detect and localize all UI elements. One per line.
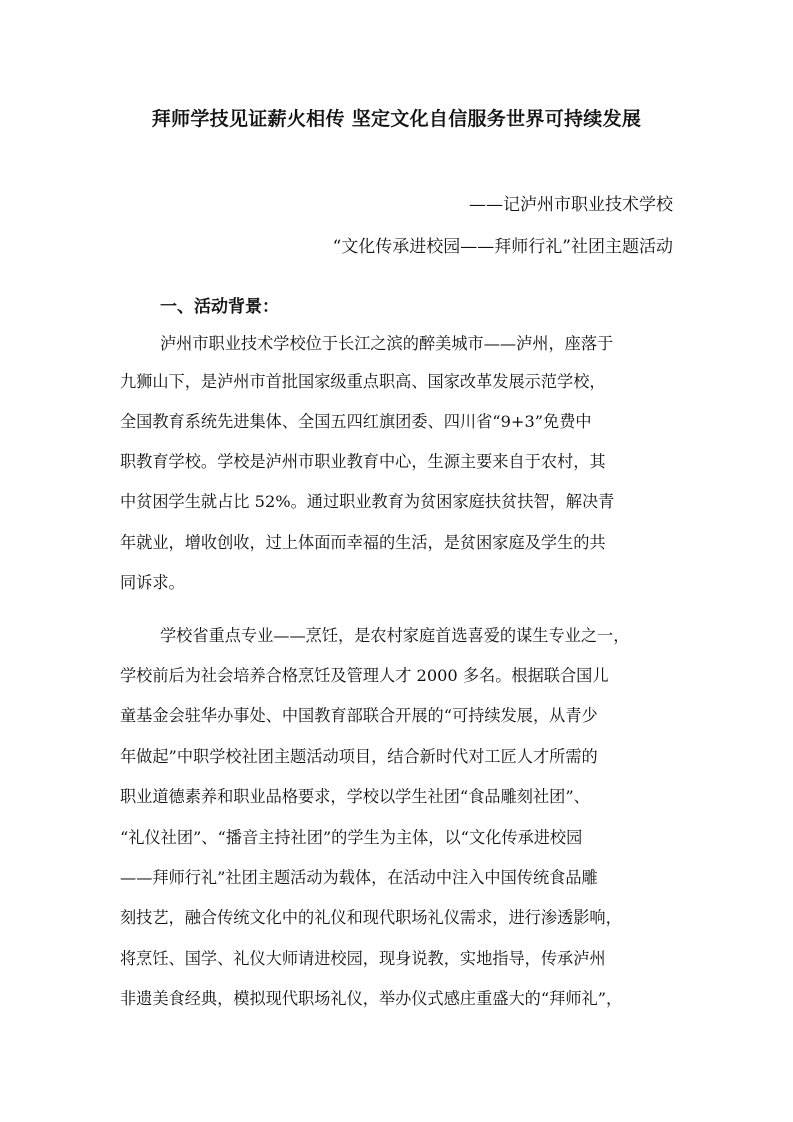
section-heading: 一、活动背景： xyxy=(160,297,279,317)
subtitle-line-2: “文化传承进校园——拜师行礼”社团主题活动 xyxy=(332,237,673,257)
paragraph-2-line: 刻技艺，融合传统文化中的礼仪和现代职场礼仪需求，进行渗透影响， xyxy=(120,908,622,927)
paragraph-2-line: 学校省重点专业——烹饪，是农村家庭首选喜爱的谋生专业之一， xyxy=(160,626,630,645)
subtitle-line-1: ——记泸州市职业技术学校 xyxy=(469,195,673,215)
paragraph-1-line: 全国教育系统先进集体、全国五四红旗团委、四川省“9+3”免费中 xyxy=(120,412,592,431)
paragraph-2-line: 将烹饪、国学、礼仪大师请进校园，现身说教，实地指导，传承泸州 xyxy=(120,949,606,968)
paragraph-1-line: 年就业，增收创收，过上体面而幸福的生活，是贫困家庭及学生的共 xyxy=(120,533,606,552)
document-title: 拜师学技见证薪火相传 坚定文化自信服务世界可持续发展 xyxy=(151,108,642,130)
paragraph-2-line: “礼仪社团”、“播音主持社团”的学生为主体，以“文化传承进校园 xyxy=(120,828,583,847)
paragraph-1-line: 中贫困学生就占比 52%。通过职业教育为贫困家庭扶贫扶智，解决青 xyxy=(120,492,615,511)
paragraph-1-line: 泸州市职业技术学校位于长江之滨的醉美城市——泸州，座落于 xyxy=(160,334,614,353)
paragraph-2-line: 童基金会驻华办事处、中国教育部联合开展的“可持续发展，从青少 xyxy=(120,706,598,725)
paragraph-1-line: 职教育学校。学校是泸州市职业教育中心，生源主要来自于农村，其 xyxy=(120,452,606,471)
paragraph-2-line: 职业道德素养和职业品格要求，学校以学生社团“食品雕刻社团”、 xyxy=(120,787,590,806)
paragraph-2-line: 非遗美食经典，模拟现代职场礼仪，举办仪式感庄重盛大的“拜师礼”， xyxy=(120,989,623,1008)
paragraph-2-line: 学校前后为社会培养合格烹饪及管理人才 2000 多名。根据联合国儿 xyxy=(120,666,609,685)
paragraph-1-line: 九狮山下，是泸州市首批国家级重点职高、国家改革发展示范学校， xyxy=(120,372,606,391)
paragraph-1-line: 同诉求。 xyxy=(120,573,185,592)
paragraph-2-line: ——拜师行礼”社团主题活动为载体，在活动中注入中国传统食品雕 xyxy=(120,868,598,887)
paragraph-2-line: 年做起”中职学校社团主题活动项目，结合新时代对工匠人才所需的 xyxy=(120,747,598,766)
